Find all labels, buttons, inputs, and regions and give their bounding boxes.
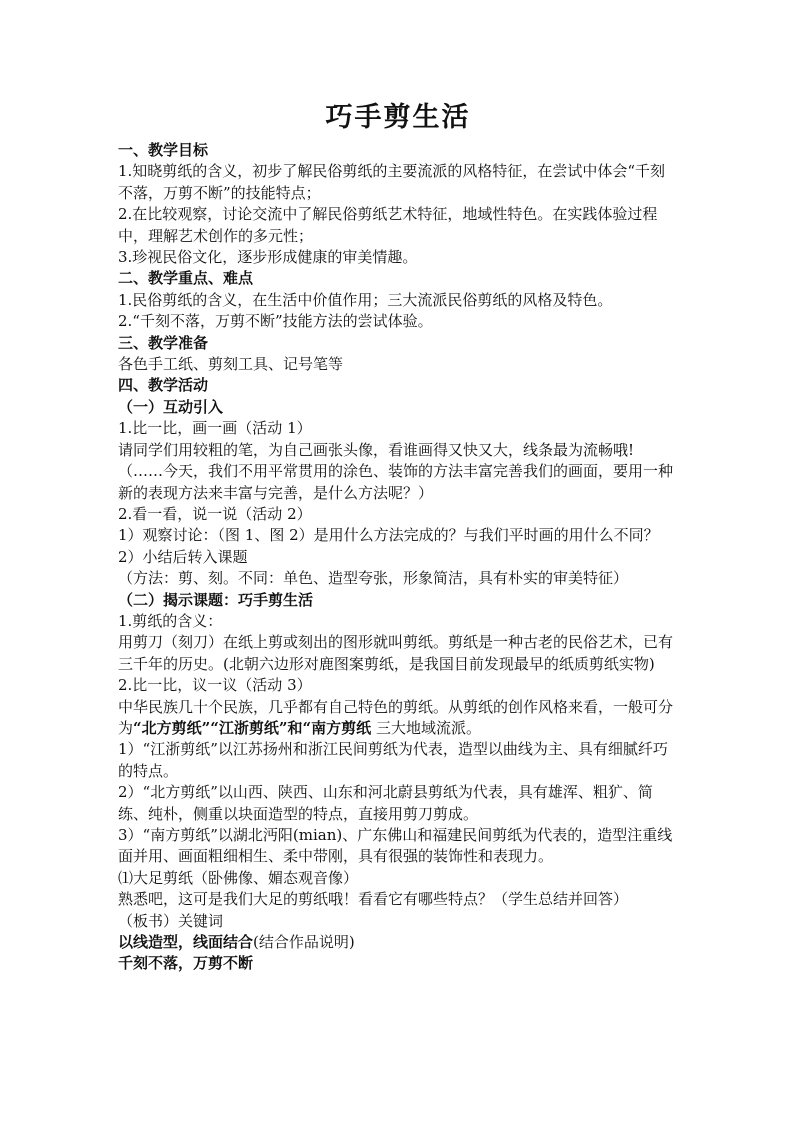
objective-1: 1.知晓剪纸的含义，初步了解民俗剪纸的主要流派的风格特征，在尝试中体会“千刻不落，万剪不断”的技能特点； xyxy=(118,162,665,202)
subsection-heading-intro: （一）互动引入 xyxy=(118,397,224,416)
subsection-heading-topic: （二）揭示课题：巧手剪生活 xyxy=(118,590,314,609)
activity-3-title: 2.比一比，议一议（活动 3） xyxy=(118,676,312,695)
meaning-text: 用剪刀（刻刀）在纸上剪或刻出的图形就叫剪纸。剪纸是一种古老的民俗艺术，已有三千年的历史。(北朝六边形对鹿图案剪纸，是我国目前发现最早的纸质剪纸实物) xyxy=(118,633,674,673)
keyword-1: 以线造型，线面结合 xyxy=(118,933,254,952)
activity-1-note: （……今天，我们不用平常贯用的涂色、装饰的方法丰富完善我们的画面，要用一种新的表现方法来丰富与完善，是什么方法呢？） xyxy=(118,462,674,502)
dazu-title: ⑴大足剪纸（卧佛像、媚态观音像） xyxy=(118,868,359,887)
document-page xyxy=(118,100,678,975)
keyword-2: 千刻不落，万剪不断 xyxy=(118,954,254,973)
section-heading-objectives: 一、教学目标 xyxy=(118,141,209,159)
section-heading-activities: 四、教学活动 xyxy=(118,376,209,395)
activity-2-step-2: 2）小结后转入课题 xyxy=(118,547,248,566)
activity-2-note: （方法：剪、刻。不同：单色、造型夸张，形象简洁，具有朴实的审美特征） xyxy=(118,569,629,588)
activity-2-step-1: 1）观察讨论：（图 1、图 2）是用什么方法完成的？与我们平时画的用什么不同？ xyxy=(118,526,659,545)
preparation-text: 各色手工纸、剪刻工具、记号笔等 xyxy=(118,355,344,374)
activity-1-text: 请同学们用较粗的笔，为自己画张头像，看谁画得又快又大，线条最为流畅哦! xyxy=(118,440,635,459)
keyword-1-note: (结合作品说明) xyxy=(253,933,355,952)
activity-2-title: 2.看一看，说一说（活动 2） xyxy=(118,504,312,523)
schools-intro-text: 中华民族几十个民族，几乎都有自己特色的剪纸。从剪纸的创作风格来看，一般可分为 xyxy=(118,697,674,737)
schools-names: “北方剪纸”“江浙剪纸”和“南方剪纸 xyxy=(133,718,372,737)
objective-3: 3.珍视民俗文化，逐步形成健康的审美情趣。 xyxy=(118,248,418,267)
activity-1-title: 1.比一比，画一画（活动 1） xyxy=(118,419,312,438)
school-south: 3）“南方剪纸”以湖北沔阳(mian)、广东佛山和福建民间剪纸为代表的，造型注重线面并用、画面粗细相生、柔中带刚，具有很强的装饰性和表现力。 xyxy=(118,826,673,866)
objective-2: 2.在比较观察，讨论交流中了解民俗剪纸艺术特征，地域性特色。在实践体验过程中，理解艺术创作的多元性； xyxy=(118,205,658,245)
section-heading-preparation: 三、教学准备 xyxy=(118,333,209,352)
school-north: 2）“北方剪纸”以山西、陕西、山东和河北蔚县剪纸为代表，具有雄浑、粗犷、简练、纯朴，侧重以块面造型的特点，直接用剪刀剪成。 xyxy=(118,783,653,823)
key-point-1: 1.民俗剪纸的含义，在生活中价值作用；三大流派民俗剪纸的风格及特色。 xyxy=(118,290,613,309)
key-point-2: 2.“千刻不落，万剪不断”技能方法的尝试体验。 xyxy=(118,312,433,331)
section-heading-key-points: 二、教学重点、难点 xyxy=(118,269,254,288)
meaning-title: 1.剪纸的含义： xyxy=(118,611,223,630)
board-keywords: （板书）关键词 xyxy=(118,911,224,930)
keyword-line-1 xyxy=(118,932,678,953)
document-title: 巧手剪生活 xyxy=(325,102,471,133)
schools-intro-end: 三大地域流派。 xyxy=(371,718,481,737)
school-jiangzhe: 1）“江浙剪纸”以江苏扬州和浙江民间剪纸为代表，造型以曲线为主、具有细腻纤巧的特点。 xyxy=(118,740,668,780)
dazu-question: 熟悉吧，这可是我们大足的剪纸哦！看看它有哪些特点？（学生总结并回答） xyxy=(118,890,629,909)
schools-intro xyxy=(118,697,678,740)
